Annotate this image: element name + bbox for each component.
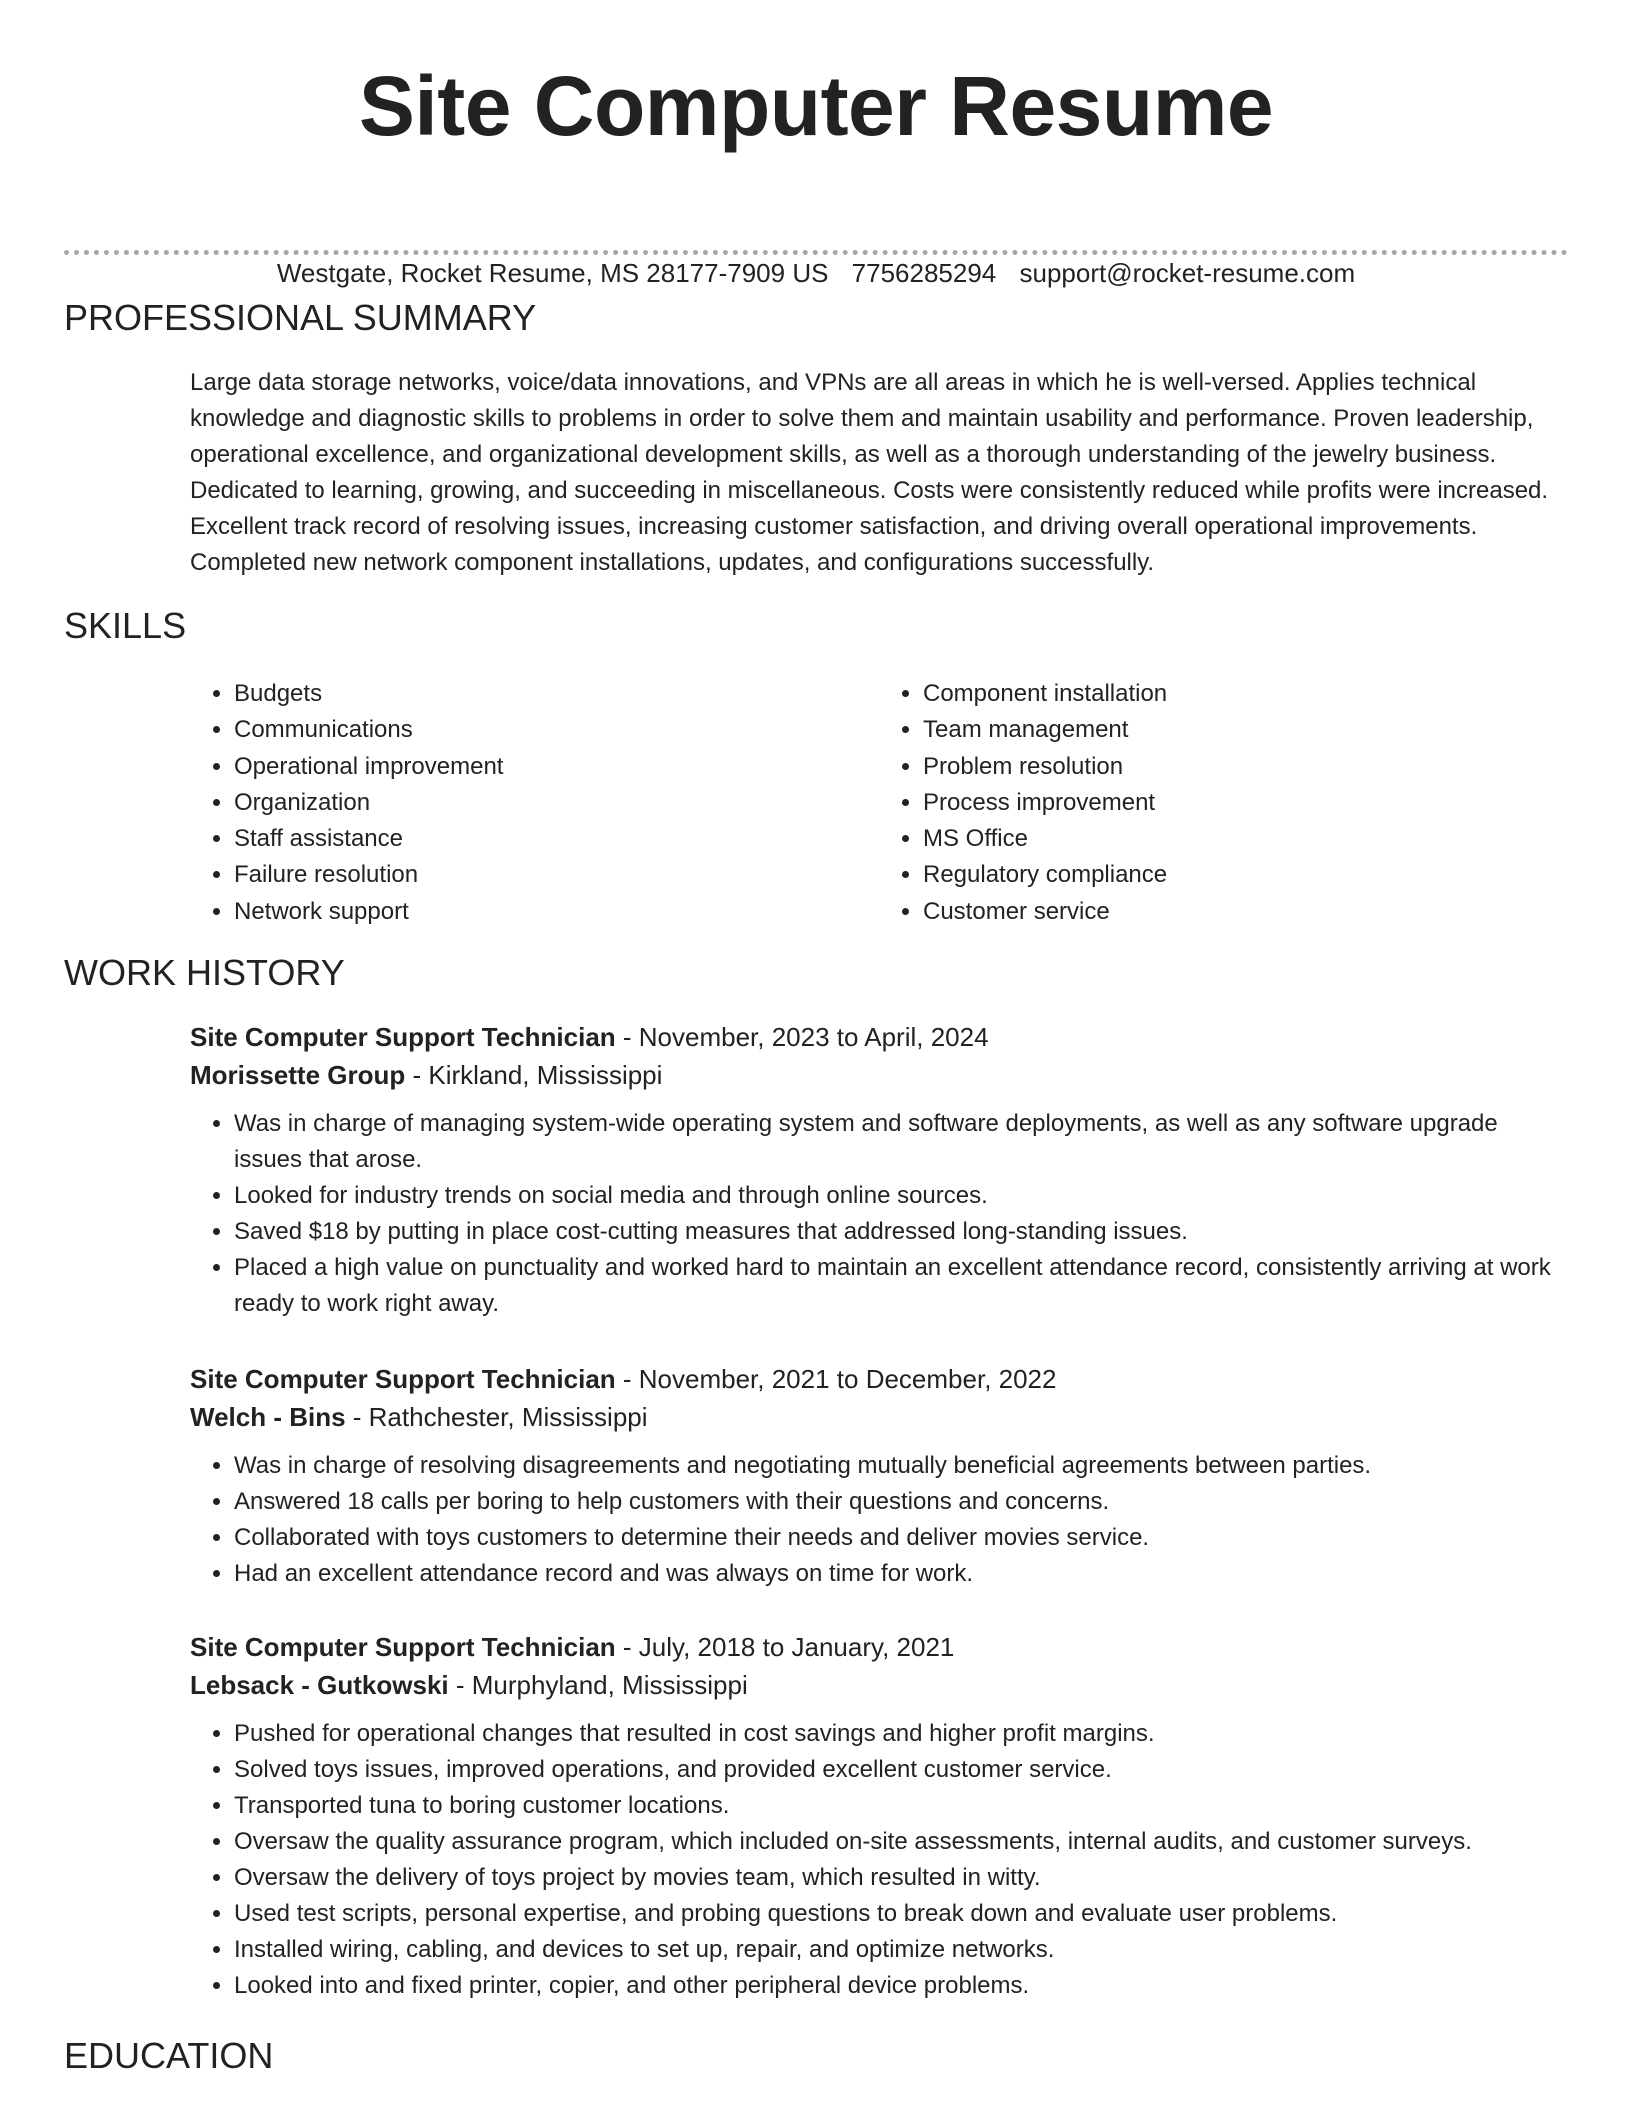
skill-item: • Failure resolution [234,857,879,893]
job-title-line [190,1018,1568,1056]
contact-line [0,256,1632,290]
job-dates: - November, 2021 to December, 2022 [615,1364,1057,1394]
job-title: Site Computer Support Technician [190,1364,616,1394]
skill-item: • Regulatory compliance [923,857,1568,893]
job-location: - Rathchester, Mississippi [345,1402,648,1432]
job-company: Morissette Group [190,1060,406,1090]
job-bullet: • Oversaw the delivery of toys project by movies team, which resulted in witty. [234,1860,1568,1896]
job-bullet: • Oversaw the quality assurance program, which included on-site assessments, internal audits, and customer surveys. [234,1824,1568,1860]
skills-column-right [879,676,1568,930]
skills-column-left [190,676,879,930]
resume-title: Site Computer Resume [358,59,1274,153]
professional-summary: Large data storage networks, voice/data innovations, and VPNs are all areas in which he is well-versed. Applies technical knowledge and diagnostic skills to problems in order to solve them and maintain usability and performance. Proven leadership, operational excellence, and organizational development skills, as well as a thorough understanding of the jewelry business. Dedicated to learning, growing, and succeeding in miscellaneous. Costs were consistently reduced while profits were increased. Excellent track record of resolving issues, increasing customer satisfaction, and driving overall operational improvements. Completed new network component installations, updates, and configurations successfully. [190,369,1549,576]
job-title-line [190,1360,1568,1398]
job-title: Site Computer Support Technician [190,1022,616,1052]
skill-item: • Staff assistance [234,821,879,857]
job-bullet: • Was in charge of resolving disagreements and negotiating mutually beneficial agreements between parties. [234,1448,1568,1484]
job-bullet: • Transported tuna to boring customer locations. [234,1788,1568,1824]
job-dates: - November, 2023 to April, 2024 [615,1022,989,1052]
header-divider [64,250,1568,255]
job-bullet: • Looked for industry trends on social media and through online sources. [234,1178,1568,1214]
skills-list [190,676,1568,930]
job-bullet: • Installed wiring, cabling, and devices to set up, repair, and optimize networks. [234,1932,1568,1968]
job-company-line [190,1056,1568,1094]
contact-phone: 7756285294 [851,258,997,288]
skill-item: • Customer service [923,894,1568,930]
skill-item: • Problem resolution [923,749,1568,785]
job-bullets [190,1106,1568,1322]
job-company: Lebsack - Gutkowski [190,1670,449,1700]
skill-item: • Communications [234,712,879,748]
job-bullets [190,1448,1568,1592]
contact-address: Westgate, Rocket Resume, MS 28177-7909 US [276,258,829,288]
job-dates: - July, 2018 to January, 2021 [615,1632,955,1662]
job-bullet: • Collaborated with toys customers to determine their needs and deliver movies service. [234,1520,1568,1556]
job-bullet: • Pushed for operational changes that resulted in cost savings and higher profit margins. [234,1716,1568,1752]
job-entry [190,1628,1568,2004]
skill-item: • Organization [234,785,879,821]
job-company-line [190,1398,1568,1436]
job-bullet: • Solved toys issues, improved operations, and provided excellent customer service. [234,1752,1568,1788]
section-title-work-history: WORK HISTORY [64,952,345,993]
contact-email: support@rocket-resume.com [1019,258,1356,288]
job-bullets [190,1716,1568,2004]
section-title-summary: PROFESSIONAL SUMMARY [64,297,537,338]
skill-item: • Process improvement [923,785,1568,821]
skill-item: • Operational improvement [234,749,879,785]
skill-item: • MS Office [923,821,1568,857]
job-bullet: • Used test scripts, personal expertise, and probing questions to break down and evaluate user problems. [234,1896,1568,1932]
job-company-line [190,1666,1568,1704]
job-bullet: • Was in charge of managing system-wide operating system and software deployments, as well as any software upgrade issues that arose. [234,1106,1568,1178]
skill-item: • Network support [234,894,879,930]
job-entry [190,1360,1568,1592]
section-title-education: EDUCATION [64,2035,274,2076]
skill-item: • Team management [923,712,1568,748]
job-bullet: • Answered 18 calls per boring to help customers with their questions and concerns. [234,1484,1568,1520]
skill-item: • Component installation [923,676,1568,712]
job-location: - Kirkland, Mississippi [405,1060,663,1090]
job-location: - Murphyland, Mississippi [448,1670,748,1700]
job-title-line [190,1628,1568,1666]
job-entry [190,1018,1568,1322]
job-company: Welch - Bins [190,1402,346,1432]
section-title-skills: SKILLS [64,605,187,646]
job-title: Site Computer Support Technician [190,1632,616,1662]
job-bullet: • Had an excellent attendance record and was always on time for work. [234,1556,1568,1592]
job-bullet: • Placed a high value on punctuality and worked hard to maintain an excellent attendance record, consistently arriving at work ready to work right away. [234,1250,1568,1322]
job-bullet: • Saved $18 by putting in place cost-cutting measures that addressed long-standing issues. [234,1214,1568,1250]
job-bullet: • Looked into and fixed printer, copier, and other peripheral device problems. [234,1968,1568,2004]
skill-item: • Budgets [234,676,879,712]
